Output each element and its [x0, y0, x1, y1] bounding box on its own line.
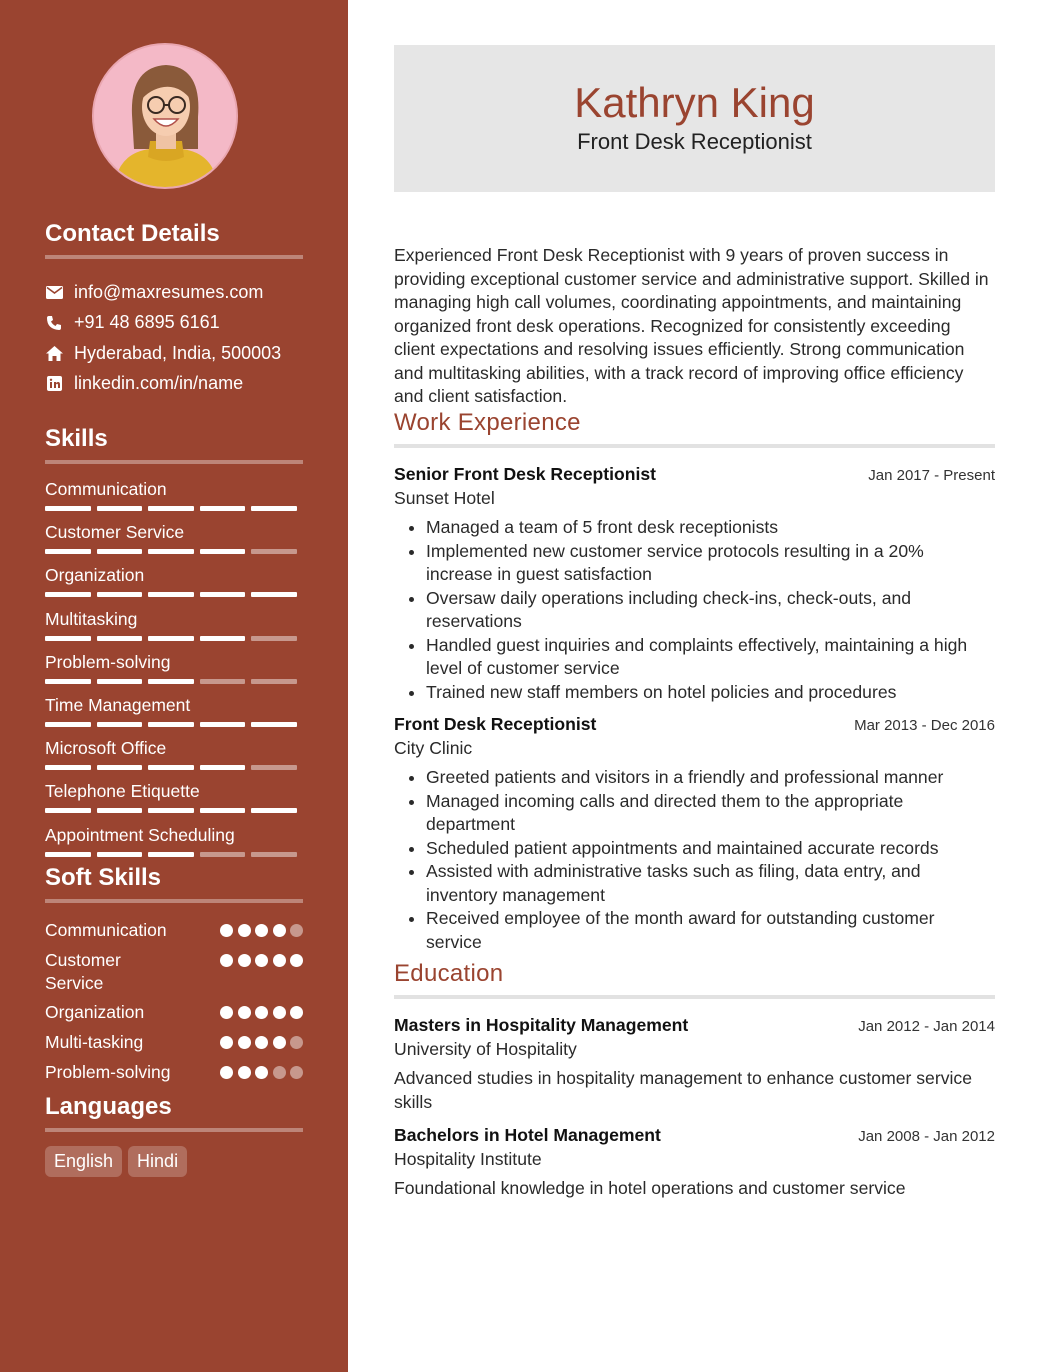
skill-level-segment — [45, 592, 91, 597]
education-section — [394, 960, 995, 1201]
skill-level-segment — [148, 592, 194, 597]
skill-level-bars — [45, 722, 303, 727]
degree-date: Jan 2008 - Jan 2012 — [858, 1128, 995, 1145]
candidate-name: Kathryn King — [574, 79, 815, 126]
skill-item — [45, 565, 303, 608]
skill-level-segment — [200, 592, 246, 597]
rating-dot — [220, 924, 233, 937]
skill-level-segment — [148, 549, 194, 554]
job-bullet: • Trained new staff members on hotel policies and procedures — [426, 681, 995, 705]
avatar — [94, 45, 236, 187]
rating-dot — [290, 924, 303, 937]
soft-skills-list — [45, 919, 303, 1084]
soft-skill-name: Communication — [45, 920, 167, 940]
skill-level-segment — [251, 722, 297, 727]
skill-level-segment — [200, 549, 246, 554]
skill-level-segment — [97, 636, 143, 641]
job-date: Mar 2013 - Dec 2016 — [854, 717, 995, 734]
skill-level-segment — [251, 765, 297, 770]
skill-level-segment — [200, 808, 246, 813]
skill-level-segment — [45, 852, 91, 857]
profile-summary: Experienced Front Desk Receptionist with 9 years of proven success in providing exceptional customer service and administrative support. Skilled in managing high call volumes, coordinating appointments, and maintaining organized front desk operations. Recognized for consistently exceeding client expectations and resolving issues efficiently. Strong communication and multitasking abilities, with a track record of improving office efficiency and client satisfaction. — [394, 245, 989, 406]
job-bullet: • Managed a team of 5 front desk receptionists — [426, 516, 995, 540]
skill-level-segment — [251, 549, 297, 554]
education-heading: Education — [394, 960, 995, 999]
degree-date: Jan 2012 - Jan 2014 — [858, 1018, 995, 1035]
skill-level-segment — [251, 592, 297, 597]
skill-level-segment — [200, 852, 246, 857]
job-entry — [394, 713, 995, 954]
soft-skill-name: Customer Service — [45, 950, 121, 993]
rating-dot — [290, 1036, 303, 1049]
job-bullet: • Handled guest inquiries and complaints effectively, maintaining a high level of customer service — [426, 634, 995, 681]
job-bullet: • Received employee of the month award for outstanding customer service — [426, 907, 995, 954]
phone-icon — [45, 314, 63, 332]
skill-item — [45, 522, 303, 565]
skill-level-segment — [45, 808, 91, 813]
skill-name: Organization — [45, 565, 145, 586]
rating-dot — [290, 954, 303, 967]
skill-item — [45, 738, 303, 781]
profile-photo — [94, 45, 236, 187]
education-entry — [394, 1014, 995, 1114]
job-date: Jan 2017 - Present — [868, 467, 995, 484]
rating-dot — [238, 1006, 251, 1019]
rating-dot — [273, 1036, 286, 1049]
linkedin-icon — [45, 375, 63, 393]
home-icon — [45, 344, 63, 362]
skill-level-segment — [97, 506, 143, 511]
rating-dot — [255, 1036, 268, 1049]
skill-level-segment — [97, 722, 143, 727]
skill-level-segment — [148, 765, 194, 770]
rating-dot — [220, 1036, 233, 1049]
soft-skill-rating — [220, 924, 303, 937]
education-entry — [394, 1124, 995, 1201]
rating-dot — [255, 954, 268, 967]
skill-level-segment — [148, 636, 194, 641]
rating-dot — [238, 1036, 251, 1049]
soft-skill-rating — [220, 1066, 303, 1079]
skill-level-bars — [45, 636, 303, 641]
skill-level-segment — [45, 679, 91, 684]
skill-level-segment — [45, 765, 91, 770]
skill-level-segment — [97, 549, 143, 554]
job-title: Front Desk Receptionist — [394, 714, 597, 734]
skill-name: Time Management — [45, 694, 191, 715]
rating-dot — [290, 1066, 303, 1079]
skill-item — [45, 781, 303, 824]
skill-level-segment — [97, 852, 143, 857]
skill-item — [45, 652, 303, 695]
skill-level-segment — [251, 679, 297, 684]
rating-dot — [238, 954, 251, 967]
contact-phone[interactable] — [45, 308, 303, 339]
skill-level-segment — [200, 679, 246, 684]
skill-level-segment — [251, 808, 297, 813]
skill-name: Multitasking — [45, 608, 138, 629]
languages-list — [45, 1146, 303, 1177]
job-bullet: • Oversaw daily operations including check-ins, check-outs, and reservations — [426, 587, 995, 634]
contact-linkedin-text: linkedin.com/in/name — [74, 373, 244, 394]
skill-level-bars — [45, 592, 303, 597]
degree-school: Hospitality Institute — [394, 1149, 542, 1169]
skill-level-segment — [251, 506, 297, 511]
rating-dot — [255, 1006, 268, 1019]
work-experience-heading: Work Experience — [394, 409, 995, 448]
languages-heading: Languages — [45, 1093, 303, 1132]
skill-level-segment — [97, 592, 143, 597]
degree-title: Bachelors in Hotel Management — [394, 1125, 661, 1145]
rating-dot — [290, 1006, 303, 1019]
contact-heading: Contact Details — [45, 220, 303, 259]
skill-name: Telephone Etiquette — [45, 781, 200, 802]
skill-level-bars — [45, 549, 303, 554]
job-bullet: • Scheduled patient appointments and maintained accurate records — [426, 837, 995, 861]
skill-name: Microsoft Office — [45, 738, 167, 759]
contact-email-text: info@maxresumes.com — [74, 281, 264, 302]
soft-skill-name: Problem-solving — [45, 1062, 171, 1082]
soft-skill-name: Organization — [45, 1002, 145, 1022]
contact-phone-text: +91 48 6895 6161 — [74, 312, 220, 333]
resume-header — [394, 45, 995, 192]
contact-email[interactable] — [45, 277, 303, 308]
contact-linkedin[interactable] — [45, 369, 303, 400]
job-company: City Clinic — [394, 738, 473, 758]
rating-dot — [273, 1066, 286, 1079]
contact-address — [45, 338, 303, 369]
rating-dot — [273, 954, 286, 967]
skill-item — [45, 825, 303, 868]
skill-level-bars — [45, 765, 303, 770]
soft-skill-item — [45, 919, 303, 942]
work-experience-section — [394, 409, 995, 954]
rating-dot — [255, 924, 268, 937]
skill-level-bars — [45, 506, 303, 511]
skill-item — [45, 609, 303, 652]
soft-skill-rating — [220, 954, 303, 967]
soft-skills-section — [45, 864, 303, 1091]
language-chip: Hindi — [128, 1146, 187, 1177]
skill-level-segment — [97, 765, 143, 770]
rating-dot — [220, 1066, 233, 1079]
skill-name: Appointment Scheduling — [45, 824, 235, 845]
soft-skill-rating — [220, 1006, 303, 1019]
contact-address-text: Hyderabad, India, 500003 — [74, 342, 282, 363]
job-title: Senior Front Desk Receptionist — [394, 464, 656, 484]
email-icon — [45, 283, 63, 301]
job-bullets — [394, 516, 995, 704]
job-bullet: • Managed incoming calls and directed them to the appropriate department — [426, 790, 995, 837]
skill-item — [45, 479, 303, 522]
skill-level-segment — [200, 722, 246, 727]
rating-dot — [255, 1066, 268, 1079]
skills-section — [45, 425, 303, 868]
degree-title: Masters in Hospitality Management — [394, 1015, 689, 1035]
skills-heading: Skills — [45, 425, 303, 464]
job-bullet: • Implemented new customer service protocols resulting in a 20% increase in guest satisfaction — [426, 540, 995, 587]
skill-name: Customer Service — [45, 522, 185, 543]
contact-section — [45, 220, 303, 399]
soft-skill-name: Multi-tasking — [45, 1032, 144, 1052]
skill-level-segment — [200, 636, 246, 641]
soft-skill-rating — [220, 1036, 303, 1049]
degree-description: Advanced studies in hospitality management to enhance customer service skills — [394, 1068, 972, 1112]
skill-level-segment — [45, 722, 91, 727]
rating-dot — [220, 954, 233, 967]
skill-level-segment — [148, 808, 194, 813]
soft-skill-item — [45, 949, 303, 995]
skill-level-bars — [45, 808, 303, 813]
skill-level-bars — [45, 852, 303, 857]
skill-level-segment — [251, 636, 297, 641]
soft-skill-item — [45, 1061, 303, 1084]
job-bullets — [394, 766, 995, 954]
rating-dot — [238, 924, 251, 937]
skill-level-bars — [45, 679, 303, 684]
skill-name: Problem-solving — [45, 651, 171, 672]
skill-level-segment — [97, 808, 143, 813]
skill-level-segment — [251, 852, 297, 857]
skill-level-segment — [97, 679, 143, 684]
skill-level-segment — [45, 549, 91, 554]
skill-name: Communication — [45, 479, 167, 499]
rating-dot — [273, 1006, 286, 1019]
soft-skill-item — [45, 1031, 303, 1054]
skill-level-segment — [148, 852, 194, 857]
skill-level-segment — [200, 765, 246, 770]
skill-level-segment — [45, 506, 91, 511]
skill-item — [45, 695, 303, 738]
degree-school: University of Hospitality — [394, 1039, 577, 1059]
job-entry — [394, 463, 995, 704]
soft-skills-heading: Soft Skills — [45, 864, 303, 903]
job-bullet: • Greeted patients and visitors in a friendly and professional manner — [426, 766, 995, 790]
sidebar — [0, 0, 348, 1372]
soft-skill-item — [45, 1001, 303, 1024]
candidate-title: Front Desk Receptionist — [577, 129, 812, 154]
languages-section — [45, 1093, 303, 1177]
rating-dot — [220, 1006, 233, 1019]
skills-list — [45, 479, 303, 868]
language-chip: English — [45, 1146, 122, 1177]
rating-dot — [238, 1066, 251, 1079]
job-bullet: • Assisted with administrative tasks such as filing, data entry, and inventory management — [426, 860, 995, 907]
skill-level-segment — [148, 679, 194, 684]
contact-list — [45, 277, 303, 399]
skill-level-segment — [200, 506, 246, 511]
job-company: Sunset Hotel — [394, 488, 495, 508]
skill-level-segment — [45, 636, 91, 641]
rating-dot — [273, 924, 286, 937]
skill-level-segment — [148, 722, 194, 727]
degree-description: Foundational knowledge in hotel operations and customer service — [394, 1178, 906, 1198]
skill-level-segment — [148, 506, 194, 511]
